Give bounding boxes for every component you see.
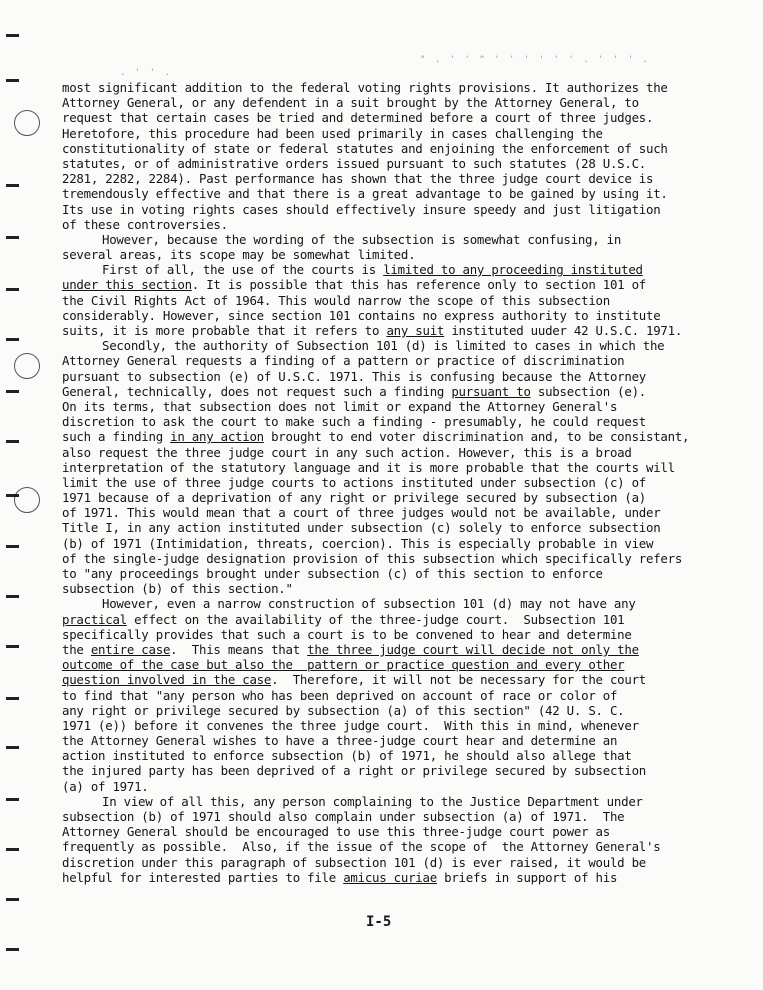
text-segment: constitutionality of state or federal statutes and enjoining the enforcement of such [62,140,668,156]
text-segment: of these controversies. [62,216,228,232]
text-segment: pursuant to subsection (e) of U.S.C. 1971. This is confusing because the Attorney [62,368,646,384]
text-line [62,763,712,778]
text-segment: Its use in voting rights cases should effectively insure speedy and just litigation [62,201,661,217]
text-segment: to find that "any person who has been deprived on account of race or color of [62,687,618,703]
underlined-text: the three judge court will decide not only the [307,641,639,657]
margin-mark [6,848,19,851]
underlined-text: practical [62,611,127,627]
text-line [62,95,712,110]
text-segment: First of all, the use of the courts is [102,262,384,278]
text-segment: Attorney General, or any defendent in a suit brought by the Attorney General, to [62,95,639,111]
text-segment: statutes, or of administrative orders issued pursuant to such statutes (28 U.S.C. [62,155,646,171]
text-segment: (a) of 1971. [62,778,149,794]
text-segment: However, even a narrow construction of subsection 101 (d) may not have any [102,596,636,612]
text-segment: the Civil Rights Act of 1964. This would narrow the scope of this subsection [62,292,610,308]
text-line [62,323,712,338]
text-line [62,520,712,535]
text-segment: On its terms, that subsection does not limit or expand the Attorney General's [62,398,618,414]
text-segment: (b) of 1971 (Intimidation, threats, coercion). This is especially probable in view [62,535,654,551]
text-segment: limit the use of three judge courts to actions instituted under subsection (c) of [62,474,646,490]
text-segment: the injured party has been deprived of a right or privilege secured by subsection [62,763,646,779]
text-line [62,672,712,687]
text-line [62,748,712,763]
text-line [62,581,712,596]
text-line [62,596,712,611]
text-segment: discretion to ask the court to make such a finding - presumably, he could request [62,414,646,430]
margin-mark [6,595,19,598]
margin-mark [6,390,19,393]
margin-mark [6,645,19,648]
underlined-text: entire case [90,641,171,657]
text-line [62,171,712,186]
text-line [62,399,712,414]
text-line [62,186,712,201]
text-line [62,718,712,733]
margin-mark [6,545,19,548]
underlined-text: in any action [170,429,264,445]
text-line [62,232,712,247]
text-line [62,688,712,703]
text-line [62,809,712,824]
text-segment: several areas, its scope may be somewhat limited. [62,247,416,263]
binder-hole [14,110,40,136]
text-line [62,505,712,520]
text-line [62,384,712,399]
text-segment: subsection (b) of this section." [62,581,293,597]
text-line [62,80,712,95]
text-line [62,247,712,262]
text-segment: Secondly, the authority of Subsection 101 (d) is limited to cases in which the [102,338,665,354]
binder-hole [14,353,40,379]
margin-mark [6,494,19,497]
text-line [62,277,712,292]
page-number: I-5 [366,914,392,930]
text-line [62,551,712,566]
text-line [62,733,712,748]
text-segment: the Attorney General wishes to have a three-judge court hear and determine an [62,733,618,749]
text-segment: suits, it is more probable that it refers to [62,323,387,338]
margin-mark [6,184,19,187]
text-line [62,156,712,171]
text-segment: any right or privilege secured by subsection (a) of this section" (42 U. S. C. [62,702,625,718]
text-segment: Title I, in any action instituted under subsection (c) solely to enforce subsection [62,520,661,536]
text-line [62,262,712,277]
text-segment: General, technically, does not request such a finding [62,383,452,399]
text-line [62,839,712,854]
text-line [62,642,712,657]
text-line [62,429,712,444]
margin-mark [6,798,19,801]
text-line [62,338,712,353]
text-segment: also request the three judge court in any such action. However, this is a broad [62,444,632,460]
text-line [62,308,712,323]
text-segment: subsection (b) of 1971 should also complain under subsection (a) of 1971. The [62,809,625,824]
margin-mark [6,948,19,951]
margin-mark [6,34,19,37]
text-line [62,126,712,141]
underlined-text: outcome of the case but also the pattern or practice question and every other [62,657,625,673]
text-segment: to "any proceedings brought under subsection (c) of this section to enforce [62,566,603,581]
text-segment: request that certain cases be tried and determined before a court of three judges. [62,110,654,126]
text-line [62,794,712,809]
text-segment: of 1971. This would mean that a court of three judges would not be available, under [62,505,661,521]
scan-smudge: . ' ' . [120,68,172,78]
text-segment: 2281, 2282, 2284). Past performance has shown that the three judge court device is [62,171,654,187]
underlined-text: question involved in the case [62,672,272,688]
body-text [62,80,712,885]
text-segment: of the single-judge designation provision of this subsection which specifically refers [62,550,683,566]
text-segment: . It is possible that this has reference only to section 101 of [191,277,646,293]
text-line [62,353,712,368]
text-line [62,855,712,870]
text-line [62,110,712,125]
text-line [62,824,712,839]
text-segment: tremendously effective and that there is a great advantage to be gained by using it. [62,186,668,202]
text-segment: However, because the wording of the subsection is somewhat confusing, in [102,231,622,247]
text-line [62,369,712,384]
margin-mark [6,79,19,82]
text-line [62,657,712,672]
margin-mark [6,697,19,700]
margin-mark [6,236,19,239]
text-segment: Attorney General should be encouraged to use this three-judge court power as [62,824,610,840]
text-segment: brought to end voter discrimination and, to be consistant, [263,429,690,445]
text-line [62,217,712,232]
text-line [62,870,712,885]
text-segment: effect on the availability of the three-judge court. Subsection 101 [126,611,625,627]
text-segment: most significant addition to the federal voting rights provisions. It authorizes the [62,80,668,95]
text-segment: such a finding [62,429,171,445]
text-line [62,414,712,429]
scan-smudge: " . ' ' ^ ' ' ' ' ' ' . ' ' ' . [420,55,650,65]
text-segment: 1971 because of a deprivation of any right or privilege secured by subsection (a) [62,490,646,506]
text-segment: Attorney General requests a finding of a pattern or practice of discrimination [62,353,625,369]
text-segment: interpretation of the statutory language and it is more probable that the courts will [62,459,675,475]
text-line [62,779,712,794]
text-segment: In view of all this, any person complaining to the Justice Department under [102,793,643,809]
text-segment: Heretofore, this procedure had been used primarily in cases challenging the [62,125,603,141]
text-segment: subsection (e). [530,383,647,399]
text-line [62,475,712,490]
margin-mark [6,440,19,443]
text-segment: 1971 (e)) before it convenes the three judge court. With this in mind, whenever [62,717,639,733]
margin-mark [6,746,19,749]
text-line [62,627,712,642]
underlined-text: amicus curiae [343,869,437,885]
text-segment: frequently as possible. Also, if the issue of the scope of the Attorney General's [62,839,661,855]
underlined-text: under this section [62,277,192,293]
underlined-text: any suit [386,323,445,338]
text-segment: the [62,641,91,657]
text-line [62,612,712,627]
text-segment: helpful for interested parties to file [62,869,344,885]
text-segment: considerably. However, since section 101 contains no express authority to institute [62,307,661,323]
text-line [62,202,712,217]
text-segment: . Therefore, it will not be necessary for the court [271,672,647,688]
text-line [62,460,712,475]
underlined-text: limited to any proceeding instituted [383,262,643,278]
text-line [62,490,712,505]
text-line [62,536,712,551]
text-segment: discretion under this paragraph of subsection 101 (d) is ever raised, it would be [62,854,646,870]
text-line [62,293,712,308]
underlined-text: pursuant to [451,383,531,399]
text-segment: . This means that [170,641,308,657]
binder-hole [14,487,40,513]
margin-mark [6,288,19,291]
text-segment: instituted uuder 42 U.S.C. 1971. [444,323,683,338]
text-line [62,445,712,460]
margin-mark [6,898,19,901]
text-line [62,141,712,156]
text-segment: specifically provides that such a court is to be convened to hear and determine [62,626,632,642]
margin-mark [6,338,19,341]
text-line [62,703,712,718]
text-line [62,566,712,581]
text-segment: briefs in support of his [436,869,618,885]
text-segment: action instituted to enforce subsection (b) of 1971, he should also allege that [62,748,632,764]
